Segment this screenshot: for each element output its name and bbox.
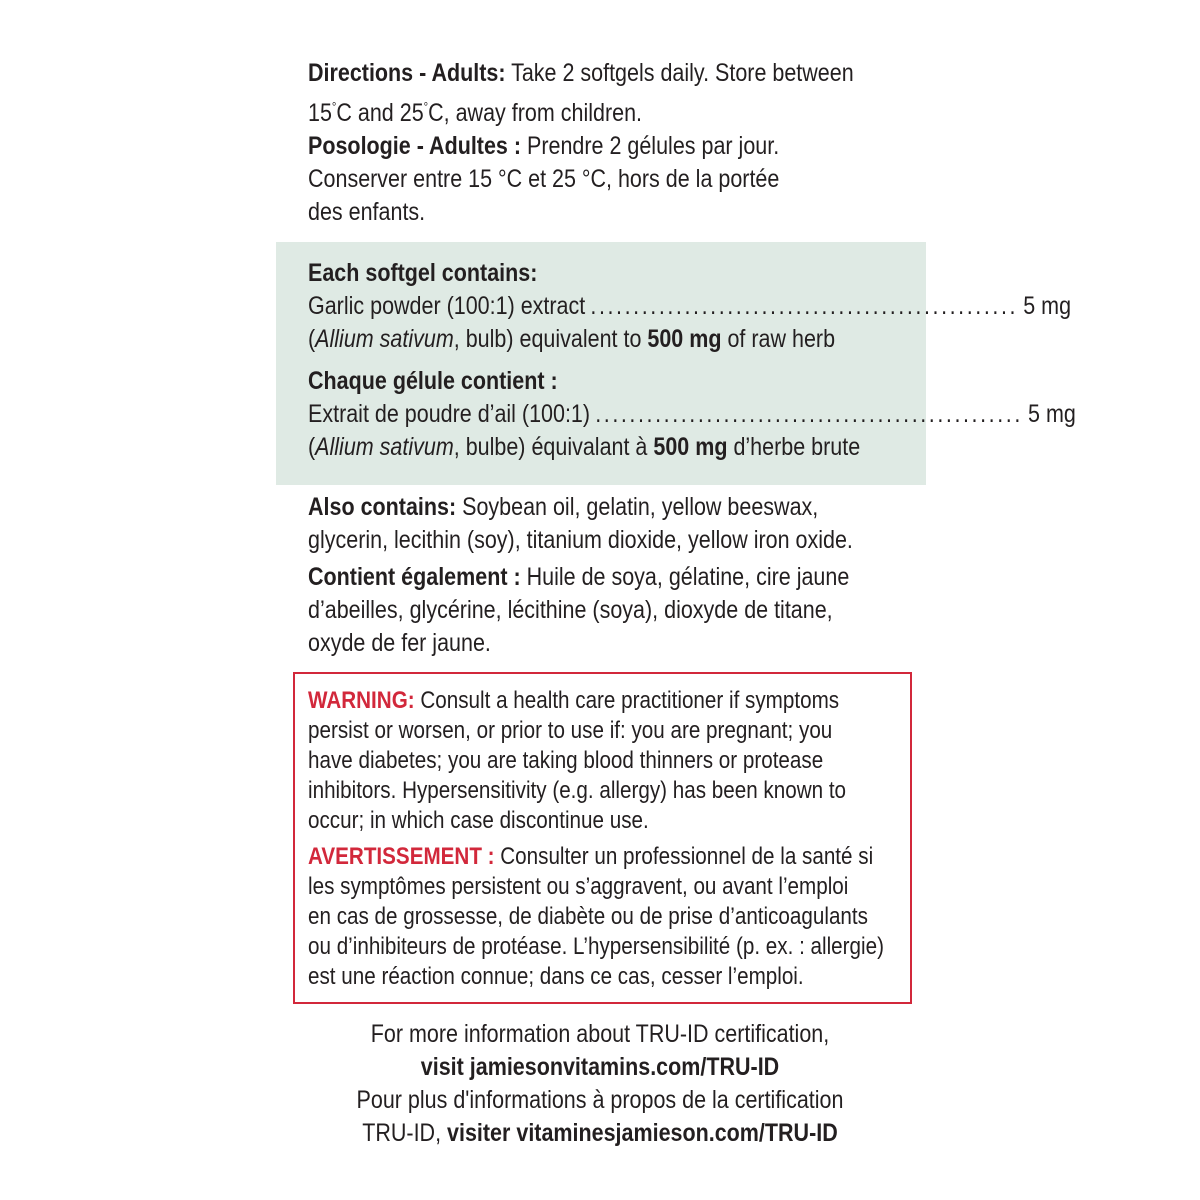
warning-en-line: occur; in which case discontinue use. (308, 807, 649, 834)
directions-fr-section (308, 130, 856, 229)
warning-fr-line: est une réaction connue; dans ce cas, cesser l’emploi. (308, 963, 804, 990)
ingredient-en-amount: 5 mg (1023, 292, 1072, 320)
directions-en-label: Directions - Adults: (308, 59, 506, 87)
tru-id-footer (0, 1018, 1200, 1150)
ingredient-fr-equivalent: 500 mg (653, 433, 728, 461)
directions-en-temp-high: C, away from children. (428, 99, 643, 127)
ingredients-en (308, 257, 1072, 356)
directions-fr (308, 130, 779, 229)
degree-sign: ° (331, 99, 337, 114)
ingredient-fr-tail: d’herbe brute (727, 433, 861, 461)
latin-name: Allium sativum (315, 433, 454, 461)
ingredient-fr-source-rest: , bulbe) équivalant à (453, 433, 654, 461)
directions-en-temp-low: 15 (308, 99, 332, 127)
paren-open: ( (308, 433, 316, 461)
warning-en-label: WARNING: (308, 687, 415, 714)
ingredient-en-equivalent: 500 mg (647, 325, 722, 353)
directions-fr-label: Posologie - Adultes : (308, 132, 522, 160)
warning-en-line: Consult a health care practitioner if symptoms (414, 687, 840, 714)
warning-en (308, 686, 934, 836)
ingredient-fr-source (308, 431, 900, 464)
warning-fr-line: ou d’inhibiteurs de protéase. L’hypersensibilité (p. ex. : allergie) (308, 933, 884, 960)
ingredient-en-tail: of raw herb (721, 325, 836, 353)
ingredient-en-name: Garlic powder (100:1) extract (308, 292, 586, 320)
directions-fr-line1: Prendre 2 gélules par jour. (521, 132, 780, 160)
directions-en-temp-mid: C and 25 (336, 99, 424, 127)
degree-sign: ° (423, 99, 429, 114)
warning-en-line: persist or worsen, or prior to use if: you are pregnant; you (308, 717, 833, 744)
ingredient-row-fr (308, 398, 1076, 431)
ingredients-section (308, 257, 1072, 356)
footer-link-fr[interactable]: visiter vitaminesjamieson.com/TRU-ID (447, 1119, 838, 1147)
ingredients-fr-section (308, 365, 1076, 464)
ingredients-en-heading: Each softgel contains: (308, 259, 538, 287)
ingredient-row-en (308, 290, 1072, 323)
warning-en-line: inhibitors. Hypersensitivity (e.g. allergy) has been known to (308, 777, 847, 804)
also-contains-en-label: Also contains: (308, 493, 457, 521)
also-contains-en-line1: Soybean oil, gelatin, yellow beeswax, (456, 493, 819, 521)
ingredient-en-source (308, 323, 900, 356)
also-contains-fr (308, 561, 849, 660)
warning-fr-label: AVERTISSEMENT : (308, 843, 495, 870)
directions-fr-line3: des enfants. (308, 198, 426, 226)
ingredients-fr (308, 365, 1076, 464)
also-contains-en-line2: glycerin, lecithin (soy), titanium dioxide, yellow iron oxide. (308, 526, 853, 554)
footer-line4 (84, 1117, 1116, 1150)
also-contains-fr-line3: oxyde de fer jaune. (308, 629, 491, 657)
warning-en-line: have diabetes; you are taking blood thinners or protease (308, 747, 824, 774)
ingredient-en-leader-dots: .................................................. (590, 292, 1019, 320)
also-contains-fr-label: Contient également : (308, 563, 521, 591)
also-contains-en (308, 491, 853, 557)
directions-fr-line2: Conserver entre 15 °C et 25 °C, hors de la portée (308, 165, 780, 193)
paren-open: ( (308, 325, 316, 353)
ingredient-fr-leader-dots: .................................................. (595, 400, 1023, 428)
latin-name: Allium sativum (315, 325, 454, 353)
warning-fr-line: Consulter un professionnel de la santé si (494, 843, 874, 870)
warning-fr-line: en cas de grossesse, de diabète ou de prise d’anticoagulants (308, 903, 868, 930)
directions-en (308, 57, 854, 130)
also-contains-fr-line1: Huile de soya, gélatine, cire jaune (520, 563, 850, 591)
warning-fr-line: les symptômes persistent ou s’aggravent, ou avant l’emploi (308, 873, 849, 900)
also-contains-fr-line2: d’abeilles, glycérine, lécithine (soya), dioxyde de titane, (308, 596, 833, 624)
footer-link-en[interactable]: visit jamiesonvitamins.com/TRU-ID (420, 1053, 780, 1081)
directions-en-line1: Take 2 softgels daily. Store between (505, 59, 854, 87)
warning-fr (308, 842, 978, 992)
ingredient-fr-name: Extrait de poudre d’ail (100:1) (308, 400, 591, 428)
footer-line4-prefix: TRU-ID, (362, 1119, 448, 1147)
footer-line1: For more information about TRU-ID certification, (370, 1020, 830, 1048)
ingredient-fr-amount: 5 mg (1028, 400, 1076, 428)
ingredient-en-source-rest: , bulb) equivalent to (453, 325, 648, 353)
directions-section (308, 57, 943, 130)
footer-line3: Pour plus d'informations à propos de la certification (356, 1086, 844, 1114)
also-contains-fr-section (308, 561, 937, 660)
ingredients-fr-heading: Chaque gélule contient : (308, 367, 558, 395)
also-contains-section (308, 491, 942, 557)
